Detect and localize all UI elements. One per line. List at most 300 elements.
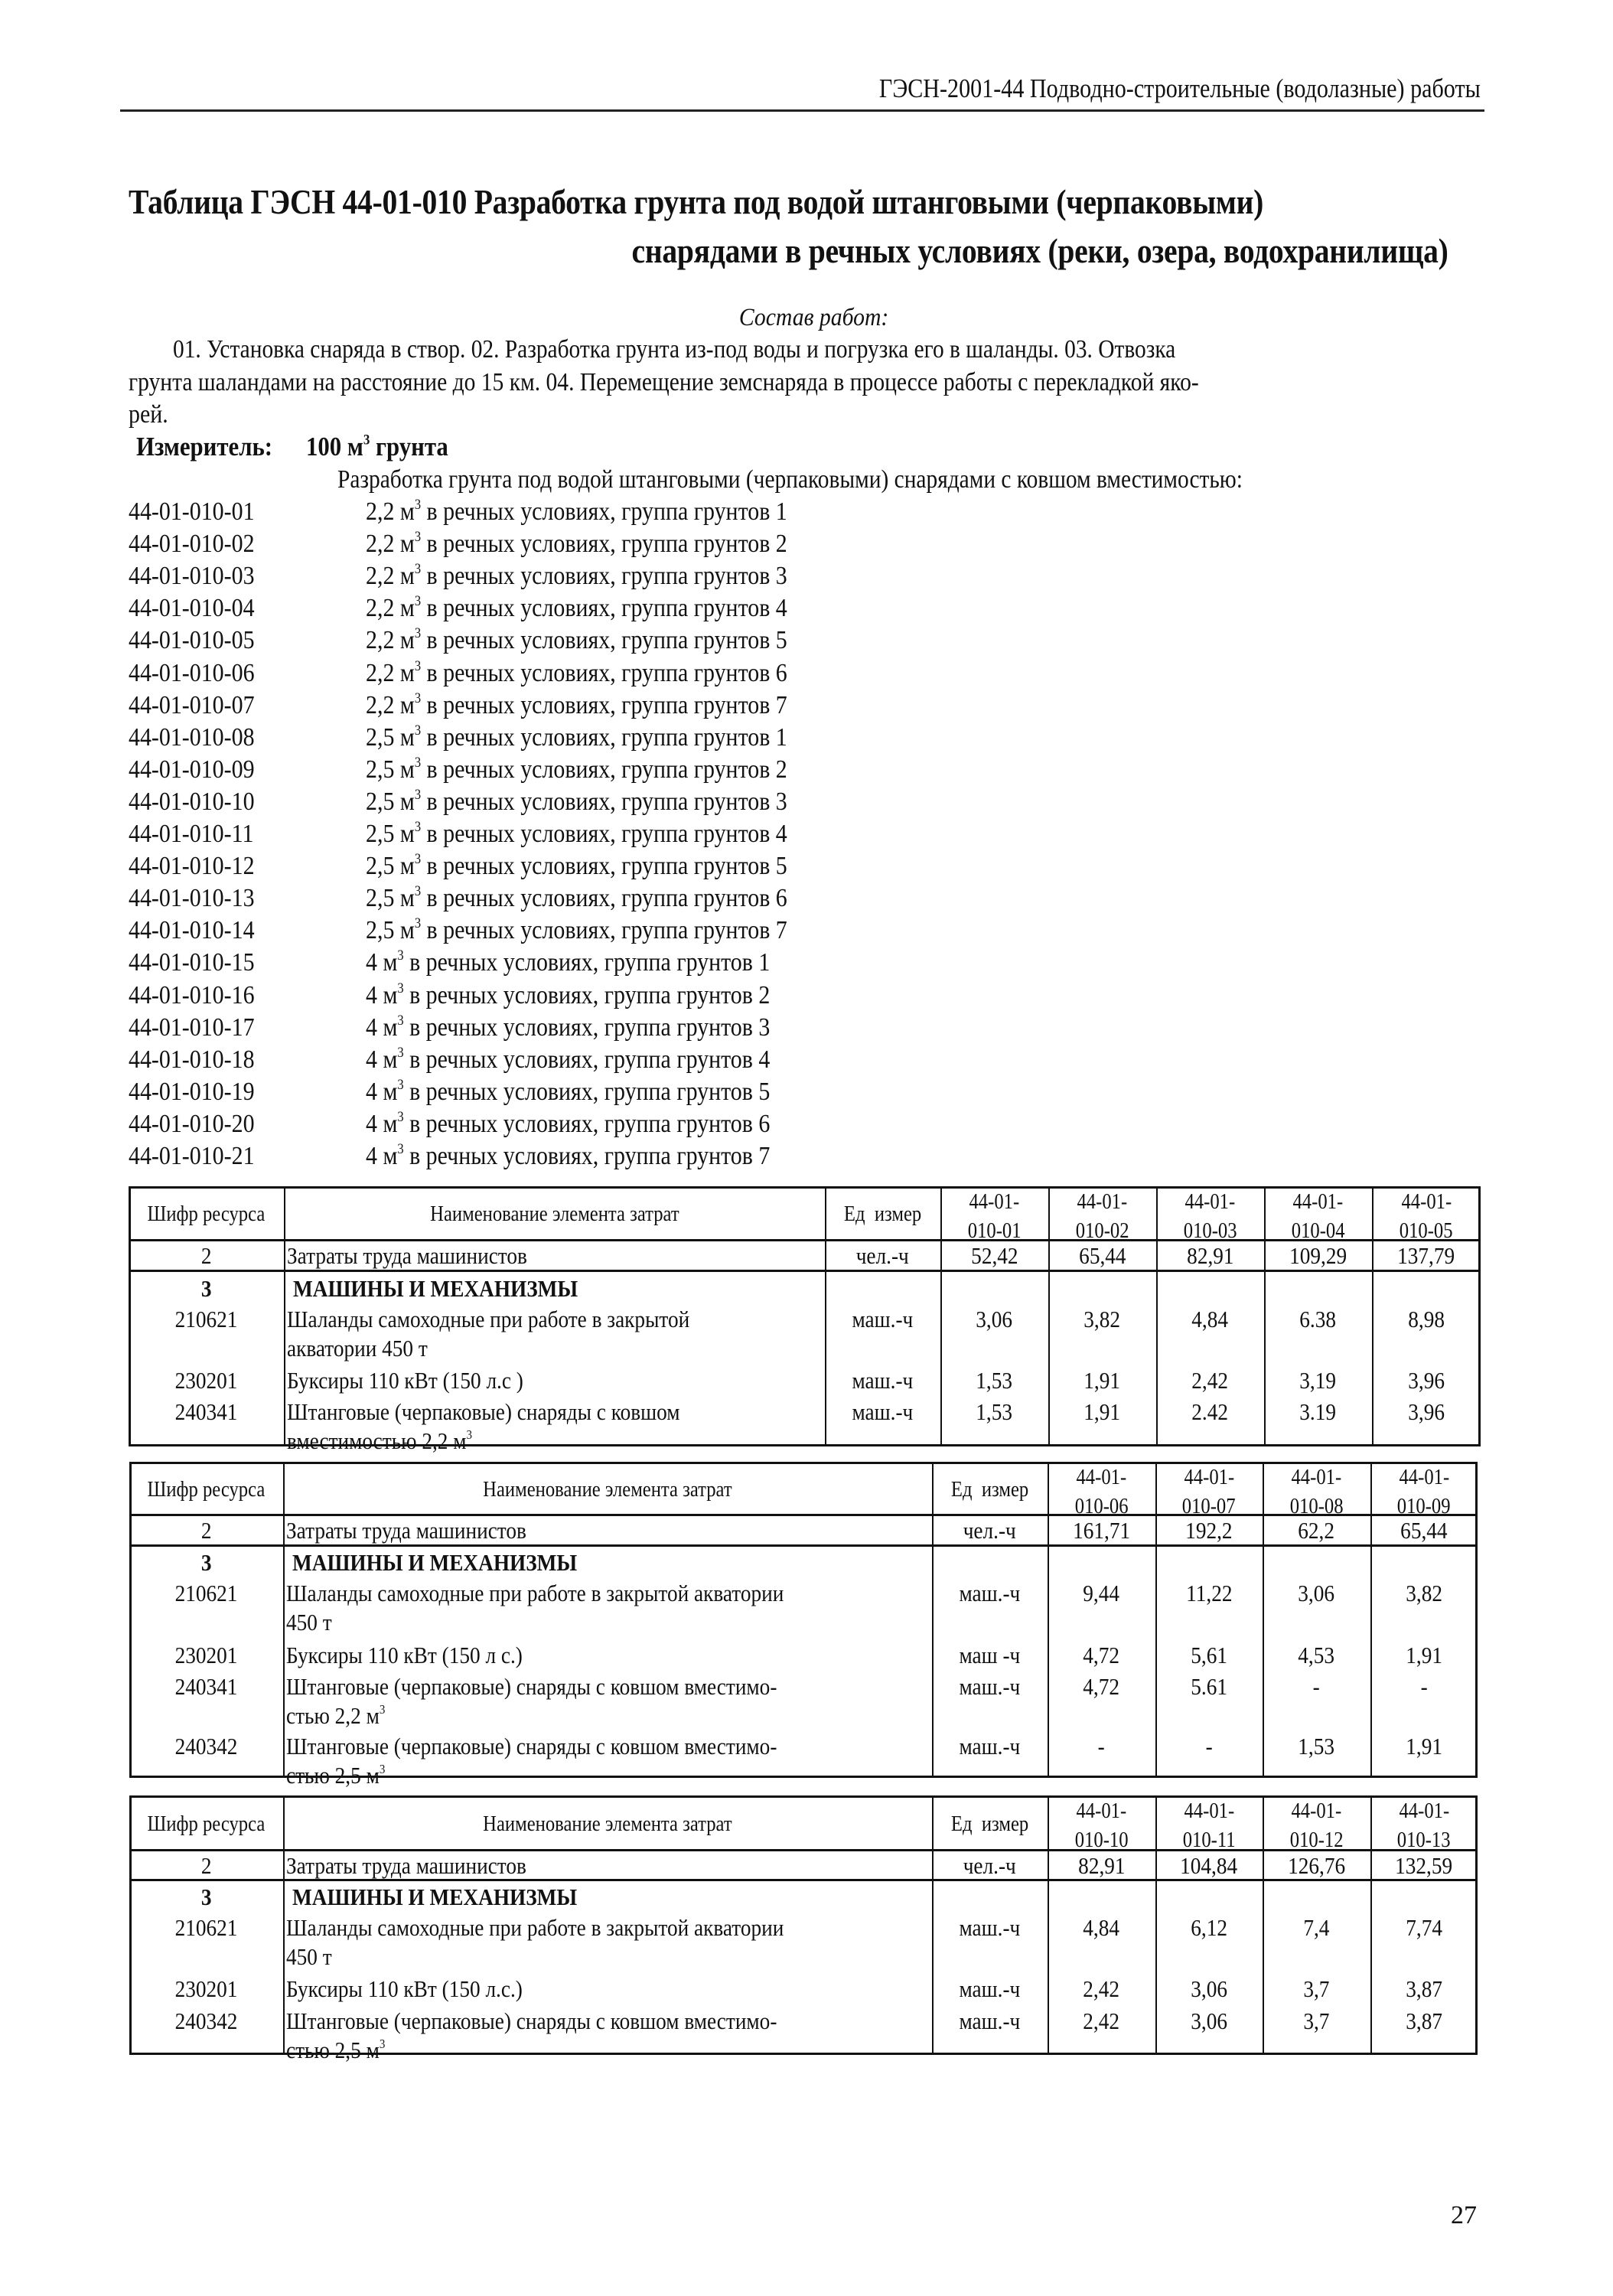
norm-description-text: в речных условиях, группа грунтов 1 bbox=[403, 948, 771, 977]
resource-code: 230201 bbox=[174, 1975, 238, 2002]
norm-description bbox=[366, 755, 787, 784]
norm-code-line-1: 44-01- bbox=[1076, 1466, 1127, 1489]
norm-value: 104,84 bbox=[1180, 1852, 1238, 1879]
norm-description bbox=[366, 626, 787, 655]
resource-code-cell bbox=[132, 1913, 280, 1942]
cost-element-text: акватории 450 т bbox=[287, 1335, 428, 1362]
norm-code-line-1: 44-01- bbox=[1076, 1799, 1127, 1823]
header-cost-element: Наименование элемента затрат bbox=[429, 1202, 679, 1226]
unit-cell bbox=[935, 1516, 1044, 1545]
value-cell bbox=[1266, 1913, 1367, 1942]
value-cell bbox=[1051, 1579, 1152, 1608]
norm-value: 3,06 bbox=[976, 1306, 1013, 1332]
cube-sup: 3 bbox=[397, 1140, 404, 1157]
norm-code-line-2: 010-06 bbox=[1074, 1495, 1129, 1518]
norm-value: - bbox=[1420, 1673, 1428, 1700]
table-column-divider bbox=[1370, 1464, 1372, 1776]
norm-code: 44-01-010-18 bbox=[129, 1045, 255, 1074]
norm-value: 1,53 bbox=[1298, 1733, 1335, 1760]
column-header-norm-code bbox=[1266, 1797, 1367, 1855]
cost-element-text: Шаланды самоходные при работе в закрытой акватории bbox=[286, 1914, 784, 1941]
norm-value: 62,2 bbox=[1298, 1517, 1335, 1544]
norm-description bbox=[366, 723, 787, 752]
norm-description-text: в речных условиях, группа грунтов 6 bbox=[421, 884, 787, 913]
norm-description bbox=[366, 948, 770, 977]
cube-sup: 3 bbox=[414, 883, 422, 900]
value-cell bbox=[1266, 1851, 1367, 1880]
unit-of-measure-label: Измеритель: bbox=[136, 432, 273, 461]
norm-description bbox=[366, 1110, 770, 1139]
resource-code-cell bbox=[132, 1883, 280, 1912]
column-header-unit bbox=[935, 1808, 1044, 1839]
resource-code-cell bbox=[132, 1366, 281, 1395]
composition-line-3: рей. bbox=[129, 400, 168, 429]
norm-code: 44-01-010-02 bbox=[129, 530, 255, 559]
norm-value: 132,59 bbox=[1395, 1852, 1453, 1879]
cost-element-line bbox=[286, 1516, 526, 1545]
value-cell bbox=[943, 1274, 1045, 1303]
norm-code: 44-01-010-03 bbox=[129, 562, 255, 591]
unit: чел.-ч bbox=[963, 1852, 1017, 1879]
value-cell bbox=[943, 1305, 1045, 1334]
norm-description bbox=[366, 497, 787, 527]
bucket-size: 4 м bbox=[366, 1013, 398, 1042]
norm-code-line-1: 44-01- bbox=[1184, 1466, 1234, 1489]
bucket-size: 2,2 м bbox=[366, 658, 415, 687]
cost-element-cell bbox=[286, 1548, 929, 1577]
column-header-norm-code bbox=[1051, 1463, 1152, 1521]
value-cell bbox=[1266, 1579, 1367, 1608]
resource-code: 3 bbox=[200, 1275, 212, 1302]
cost-element-line bbox=[292, 1548, 577, 1577]
value-cell bbox=[1373, 1641, 1475, 1670]
unit: маш.-ч bbox=[959, 1975, 1021, 2002]
resource-code: 210621 bbox=[174, 1914, 238, 1941]
value-cell bbox=[1373, 1732, 1475, 1761]
unit-cell bbox=[828, 1366, 937, 1395]
cost-element-text: МАШИНЫ И МЕХАНИЗМЫ bbox=[292, 1883, 578, 1910]
cost-element-text: Затраты труда машинистов bbox=[286, 1852, 526, 1879]
norm-description-text: в речных условиях, группа грунтов 2 bbox=[403, 980, 771, 1009]
cube-sup: 3 bbox=[379, 1702, 386, 1717]
column-header-resource-code bbox=[132, 1199, 281, 1229]
norm-value: 3,19 bbox=[1299, 1367, 1337, 1394]
norm-description bbox=[366, 884, 787, 913]
cost-element-line bbox=[286, 1701, 385, 1730]
running-header: ГЭСН-2001-44 Подводно-строительные (водолазные) работы bbox=[879, 73, 1481, 103]
norm-description bbox=[366, 820, 787, 849]
norm-description bbox=[366, 852, 787, 881]
work-intro: Разработка грунта под водой штанговыми (черпаковыми) снарядами с ковшом вместимостью: bbox=[337, 465, 1243, 494]
cube-sup: 3 bbox=[379, 2037, 386, 2052]
norm-code: 44-01-010-21 bbox=[129, 1142, 255, 1170]
unit: маш.-ч bbox=[959, 1914, 1021, 1941]
value-cell bbox=[943, 1241, 1045, 1270]
column-header-resource-code bbox=[132, 1808, 280, 1839]
page-number: 27 bbox=[1451, 2201, 1477, 2229]
table-column-divider bbox=[932, 1464, 934, 1776]
unit-value-text: 100 м bbox=[306, 432, 363, 461]
cost-element-text: Шаланды самоходные при работе в закрытой акватории bbox=[286, 1580, 784, 1606]
cost-element-text: 450 т bbox=[286, 1943, 332, 1970]
value-cell bbox=[1159, 1274, 1261, 1303]
bucket-size: 2,2 м bbox=[366, 530, 415, 559]
table-column-divider bbox=[1263, 1464, 1264, 1776]
resource-code: 3 bbox=[200, 1883, 212, 1910]
norm-value: 9,44 bbox=[1083, 1580, 1120, 1606]
unit: чел.-ч bbox=[963, 1517, 1017, 1544]
value-cell bbox=[1375, 1274, 1478, 1303]
norm-value: 65,44 bbox=[1078, 1242, 1126, 1269]
column-header-norm-code bbox=[1373, 1797, 1475, 1855]
value-cell bbox=[1373, 1516, 1475, 1545]
value-cell bbox=[1158, 1851, 1259, 1880]
norm-value: 192,2 bbox=[1185, 1517, 1233, 1544]
value-cell bbox=[1051, 2007, 1152, 2036]
norm-description-text: в речных условиях, группа грунтов 4 bbox=[403, 1045, 771, 1074]
table-column-divider bbox=[1048, 1189, 1050, 1444]
cube-sup: 3 bbox=[397, 1012, 404, 1029]
cost-element-text: Шаланды самоходные при работе в закрытой bbox=[287, 1306, 690, 1332]
value-cell bbox=[1051, 1305, 1153, 1334]
cost-element-text: стью 2,5 м bbox=[286, 2037, 380, 2063]
norm-code: 44-01-010-20 bbox=[129, 1109, 255, 1138]
table-column-divider bbox=[1048, 1798, 1049, 2053]
norm-description-text: в речных условиях, группа грунтов 7 bbox=[403, 1142, 771, 1170]
norm-value: 8,98 bbox=[1408, 1306, 1445, 1332]
norm-value: 5.61 bbox=[1191, 1673, 1227, 1700]
value-cell bbox=[1051, 1548, 1152, 1577]
header-resource-code: Шифр ресурса bbox=[147, 1202, 266, 1226]
value-cell bbox=[1158, 1579, 1259, 1608]
column-header-norm-code bbox=[1051, 1797, 1152, 1855]
composition-heading-text: Состав работ: bbox=[739, 304, 889, 331]
cost-element-text: Затраты труда машинистов bbox=[286, 1517, 526, 1544]
resource-table bbox=[129, 1462, 1478, 1789]
column-header-cost-element bbox=[286, 1474, 929, 1505]
cost-element-line bbox=[286, 1913, 784, 1942]
norm-value: 126,76 bbox=[1287, 1852, 1346, 1879]
bucket-size: 4 м bbox=[366, 948, 398, 977]
value-cell bbox=[1159, 1241, 1261, 1270]
norm-value: 1,53 bbox=[976, 1367, 1013, 1394]
cost-element-line bbox=[286, 1975, 523, 2004]
resource-code: 210621 bbox=[174, 1580, 238, 1606]
norm-code: 44-01-010-15 bbox=[129, 948, 255, 977]
column-header-norm-code bbox=[1373, 1463, 1475, 1521]
bucket-size: 2,5 м bbox=[366, 787, 415, 816]
value-cell bbox=[1158, 1913, 1259, 1942]
table-column-divider bbox=[1372, 1189, 1373, 1444]
resource-code-cell bbox=[132, 1672, 280, 1701]
value-cell bbox=[1051, 1274, 1153, 1303]
value-cell bbox=[1051, 1913, 1152, 1942]
unit: маш.-ч bbox=[852, 1398, 914, 1425]
unit-cell bbox=[828, 1241, 937, 1270]
norm-value: 3,96 bbox=[1408, 1398, 1445, 1425]
norm-value: 2,42 bbox=[1191, 1367, 1229, 1394]
norm-code-line-2: 010-07 bbox=[1182, 1495, 1236, 1518]
cost-element-text: вместимостью 2,2 м bbox=[287, 1427, 467, 1454]
cost-element-cell bbox=[286, 1732, 929, 1790]
norm-description bbox=[366, 562, 787, 591]
value-cell bbox=[1375, 1366, 1478, 1395]
norm-code: 44-01-010-06 bbox=[129, 658, 255, 687]
norm-value: - bbox=[1097, 1733, 1106, 1760]
unit: маш.-ч bbox=[959, 2007, 1021, 2034]
unit-value-sup: 3 bbox=[363, 432, 370, 448]
cube-sup: 3 bbox=[414, 561, 422, 578]
norm-code: 44-01-010-07 bbox=[129, 690, 255, 719]
cube-sup: 3 bbox=[414, 915, 422, 932]
norm-description-text: в речных условиях, группа грунтов 3 bbox=[421, 562, 787, 591]
bucket-size: 2,2 м bbox=[366, 690, 415, 719]
unit-cell bbox=[828, 1397, 937, 1427]
norm-code: 44-01-010-19 bbox=[129, 1077, 255, 1106]
norm-code-line-2: 010-11 bbox=[1182, 1828, 1236, 1852]
norm-value: 7,4 bbox=[1303, 1914, 1330, 1941]
header-unit: Ед измер bbox=[950, 1812, 1029, 1836]
cube-sup: 3 bbox=[397, 1108, 404, 1125]
unit-cell bbox=[935, 1548, 1044, 1577]
bucket-size: 2,5 м bbox=[366, 884, 415, 913]
norm-code-line-2: 010-12 bbox=[1289, 1828, 1344, 1852]
norm-value: 3,06 bbox=[1298, 1580, 1335, 1606]
unit-cell bbox=[935, 1883, 1044, 1912]
norm-value: 109,29 bbox=[1289, 1242, 1347, 1269]
norm-description bbox=[366, 1013, 770, 1042]
cost-element-text: Затраты труда машинистов bbox=[287, 1242, 527, 1269]
resource-code-cell bbox=[132, 1548, 280, 1577]
resource-code-cell bbox=[132, 1732, 280, 1761]
value-cell bbox=[943, 1366, 1045, 1395]
norm-code-line-2: 010-10 bbox=[1074, 1828, 1129, 1852]
cube-sup: 3 bbox=[414, 657, 422, 674]
table-column-divider bbox=[1263, 1798, 1264, 2053]
value-cell bbox=[1373, 2007, 1475, 2036]
composition-heading bbox=[0, 304, 1613, 332]
norm-value: 82,91 bbox=[1186, 1242, 1234, 1269]
norm-value: 1,91 bbox=[1083, 1398, 1121, 1425]
cost-element-line bbox=[287, 1334, 428, 1363]
norm-description bbox=[366, 1078, 770, 1107]
norm-value: 3,82 bbox=[1406, 1580, 1442, 1606]
norm-code-line-2: 010-08 bbox=[1289, 1495, 1344, 1518]
unit: маш -ч bbox=[959, 1642, 1021, 1668]
cost-element-text: МАШИНЫ И МЕХАНИЗМЫ bbox=[293, 1275, 578, 1302]
cost-element-cell bbox=[287, 1241, 822, 1270]
norm-code-line-2: 010-05 bbox=[1400, 1219, 1453, 1243]
bucket-size: 4 м bbox=[366, 1109, 398, 1138]
header-cost-element: Наименование элемента затрат bbox=[483, 1812, 732, 1836]
cost-element-text: Буксиры 110 кВт (150 л.с ) bbox=[287, 1367, 523, 1394]
norm-code: 44-01-010-10 bbox=[129, 787, 255, 816]
cost-element-text: 450 т bbox=[286, 1609, 332, 1636]
cost-element-line bbox=[286, 1641, 523, 1670]
norm-code-line-1: 44-01- bbox=[1291, 1799, 1342, 1823]
unit-cell bbox=[935, 2007, 1044, 2036]
cube-sup: 3 bbox=[414, 690, 422, 706]
resource-table bbox=[129, 1795, 1478, 2063]
bucket-size: 2,5 м bbox=[366, 852, 415, 881]
cost-element-cell bbox=[287, 1305, 822, 1363]
table-column-divider bbox=[284, 1189, 285, 1444]
norm-description-text: в речных условиях, группа грунтов 1 bbox=[421, 497, 787, 526]
unit: чел.-ч bbox=[855, 1242, 910, 1269]
cube-sup: 3 bbox=[379, 1762, 386, 1777]
table-column-divider bbox=[1155, 1464, 1157, 1776]
value-cell bbox=[1051, 1851, 1152, 1880]
norm-value: 4,72 bbox=[1083, 1673, 1120, 1700]
resource-code: 230201 bbox=[174, 1367, 238, 1394]
value-cell bbox=[943, 1397, 1045, 1427]
norm-value: 4,53 bbox=[1298, 1642, 1335, 1668]
value-cell bbox=[1373, 1975, 1475, 2004]
norm-value: 3,7 bbox=[1303, 2007, 1330, 2034]
resource-code: 240341 bbox=[174, 1398, 238, 1425]
value-cell bbox=[1266, 1516, 1367, 1545]
cube-sup: 3 bbox=[414, 722, 422, 739]
norm-description-text: в речных условиях, группа грунтов 5 bbox=[421, 852, 787, 881]
norm-code: 44-01-010-16 bbox=[129, 980, 255, 1009]
value-cell bbox=[1158, 1548, 1259, 1577]
value-cell bbox=[1267, 1274, 1369, 1303]
column-header-resource-code bbox=[132, 1474, 280, 1505]
table-column-divider bbox=[825, 1189, 826, 1444]
bucket-size: 2,5 м bbox=[366, 916, 415, 945]
cube-sup: 3 bbox=[414, 754, 422, 771]
resource-code-cell bbox=[132, 1305, 281, 1334]
unit: маш.-ч bbox=[959, 1733, 1021, 1760]
norm-code-line-1: 44-01- bbox=[1291, 1466, 1342, 1489]
norm-description-text: в речных условиях, группа грунтов 7 bbox=[421, 690, 787, 719]
table-column-divider bbox=[1264, 1189, 1266, 1444]
bucket-size: 4 м bbox=[366, 980, 398, 1009]
resource-code-cell bbox=[132, 1975, 280, 2004]
value-cell bbox=[1267, 1397, 1369, 1427]
cube-sup: 3 bbox=[414, 786, 422, 803]
table-column-divider bbox=[283, 1798, 285, 2053]
value-cell bbox=[1158, 1672, 1259, 1701]
norm-code-line-2: 010-09 bbox=[1397, 1495, 1451, 1518]
norm-value: 3,96 bbox=[1408, 1367, 1445, 1394]
column-header-norm-code bbox=[1375, 1188, 1478, 1246]
header-resource-code: Шифр ресурса bbox=[147, 1812, 266, 1836]
value-cell bbox=[1051, 1241, 1153, 1270]
cost-element-cell bbox=[287, 1274, 822, 1303]
value-cell bbox=[1159, 1305, 1261, 1334]
table-column-divider bbox=[932, 1798, 934, 2053]
value-cell bbox=[1267, 1305, 1369, 1334]
norm-code-line-1: 44-01- bbox=[1292, 1190, 1344, 1214]
norm-value: 1,91 bbox=[1083, 1367, 1121, 1394]
page-title-line-2: снарядами в речных условиях (реки, озера, водохранилища) bbox=[631, 232, 1448, 270]
value-cell bbox=[1266, 1883, 1367, 1912]
norm-description bbox=[366, 659, 787, 688]
norm-description bbox=[366, 788, 787, 817]
table-column-divider bbox=[940, 1189, 942, 1444]
cost-element-cell bbox=[286, 1672, 929, 1730]
cost-element-text: Штанговые (черпаковые) снаряды с ковшом вместимо- bbox=[286, 1673, 777, 1700]
norm-value: 2,42 bbox=[1083, 1975, 1120, 2002]
norm-description-text: в речных условиях, группа грунтов 7 bbox=[421, 916, 787, 945]
norm-code: 44-01-010-14 bbox=[129, 916, 255, 945]
cost-element-line bbox=[286, 2007, 777, 2036]
norm-value: - bbox=[1205, 1733, 1213, 1760]
norm-value: 137,79 bbox=[1397, 1242, 1455, 1269]
column-header-unit bbox=[828, 1199, 937, 1229]
column-header-norm-code bbox=[1158, 1463, 1259, 1521]
norm-description bbox=[366, 1142, 770, 1171]
value-cell bbox=[1158, 1641, 1259, 1670]
cost-element-cell bbox=[287, 1366, 822, 1395]
unit: маш.-ч bbox=[852, 1367, 914, 1394]
norm-description-text: в речных условиях, группа грунтов 3 bbox=[403, 1013, 771, 1042]
page-title-line-1: Таблица ГЭСН 44-01-010 Разработка грунта под водой штанговыми (черпаковыми) bbox=[129, 183, 1264, 221]
cube-sup: 3 bbox=[414, 496, 422, 513]
cost-element-cell bbox=[286, 1883, 929, 1912]
value-cell bbox=[1266, 1975, 1367, 2004]
norm-code-line-1: 44-01- bbox=[1399, 1799, 1449, 1823]
norm-code-line-1: 44-01- bbox=[1184, 1799, 1234, 1823]
value-cell bbox=[1051, 1366, 1153, 1395]
value-cell bbox=[1158, 1975, 1259, 2004]
header-divider bbox=[120, 109, 1484, 112]
norm-value: 3,87 bbox=[1406, 2007, 1442, 2034]
cost-element-line bbox=[286, 1672, 777, 1701]
norm-code: 44-01-010-13 bbox=[129, 884, 255, 913]
cost-element-line bbox=[287, 1241, 527, 1270]
norm-value: 5,61 bbox=[1191, 1642, 1227, 1668]
unit: маш.-ч bbox=[852, 1306, 914, 1332]
unit-of-measure-value bbox=[306, 432, 448, 462]
norm-code: 44-01-010-08 bbox=[129, 722, 255, 752]
cost-element-line bbox=[287, 1305, 689, 1334]
cost-element-cell bbox=[286, 1516, 929, 1545]
norm-description-text: в речных условиях, группа грунтов 6 bbox=[421, 658, 787, 687]
cube-sup: 3 bbox=[414, 529, 422, 546]
cube-sup: 3 bbox=[414, 625, 422, 642]
norm-value: 3,06 bbox=[1191, 2007, 1227, 2034]
norm-value: 161,71 bbox=[1072, 1517, 1131, 1544]
value-cell bbox=[1373, 1579, 1475, 1608]
value-cell bbox=[1159, 1366, 1261, 1395]
norm-description-text: в речных условиях, группа грунтов 4 bbox=[421, 594, 787, 623]
cost-element-line bbox=[286, 1608, 332, 1637]
value-cell bbox=[1373, 1883, 1475, 1912]
value-cell bbox=[1266, 1732, 1367, 1761]
cost-element-cell bbox=[286, 1851, 929, 1880]
column-header-norm-code bbox=[1267, 1188, 1369, 1246]
bucket-size: 4 м bbox=[366, 1077, 398, 1106]
norm-description-text: в речных условиях, группа грунтов 1 bbox=[421, 722, 787, 752]
norm-value: 65,44 bbox=[1400, 1517, 1448, 1544]
cube-sup: 3 bbox=[466, 1427, 473, 1443]
norm-code: 44-01-010-12 bbox=[129, 852, 255, 881]
bucket-size: 2,2 м bbox=[366, 497, 415, 526]
bucket-size: 4 м bbox=[366, 1142, 398, 1170]
resource-code-cell bbox=[132, 1241, 281, 1270]
cost-element-line bbox=[292, 1883, 577, 1912]
value-cell bbox=[1375, 1305, 1478, 1334]
resource-table bbox=[129, 1186, 1481, 1454]
cost-element-line bbox=[286, 1851, 526, 1880]
norm-code-line-1: 44-01- bbox=[1184, 1190, 1236, 1214]
resource-code-cell bbox=[132, 1851, 280, 1880]
table-column-divider bbox=[283, 1464, 285, 1776]
norm-description bbox=[366, 594, 787, 623]
value-cell bbox=[1051, 1975, 1152, 2004]
